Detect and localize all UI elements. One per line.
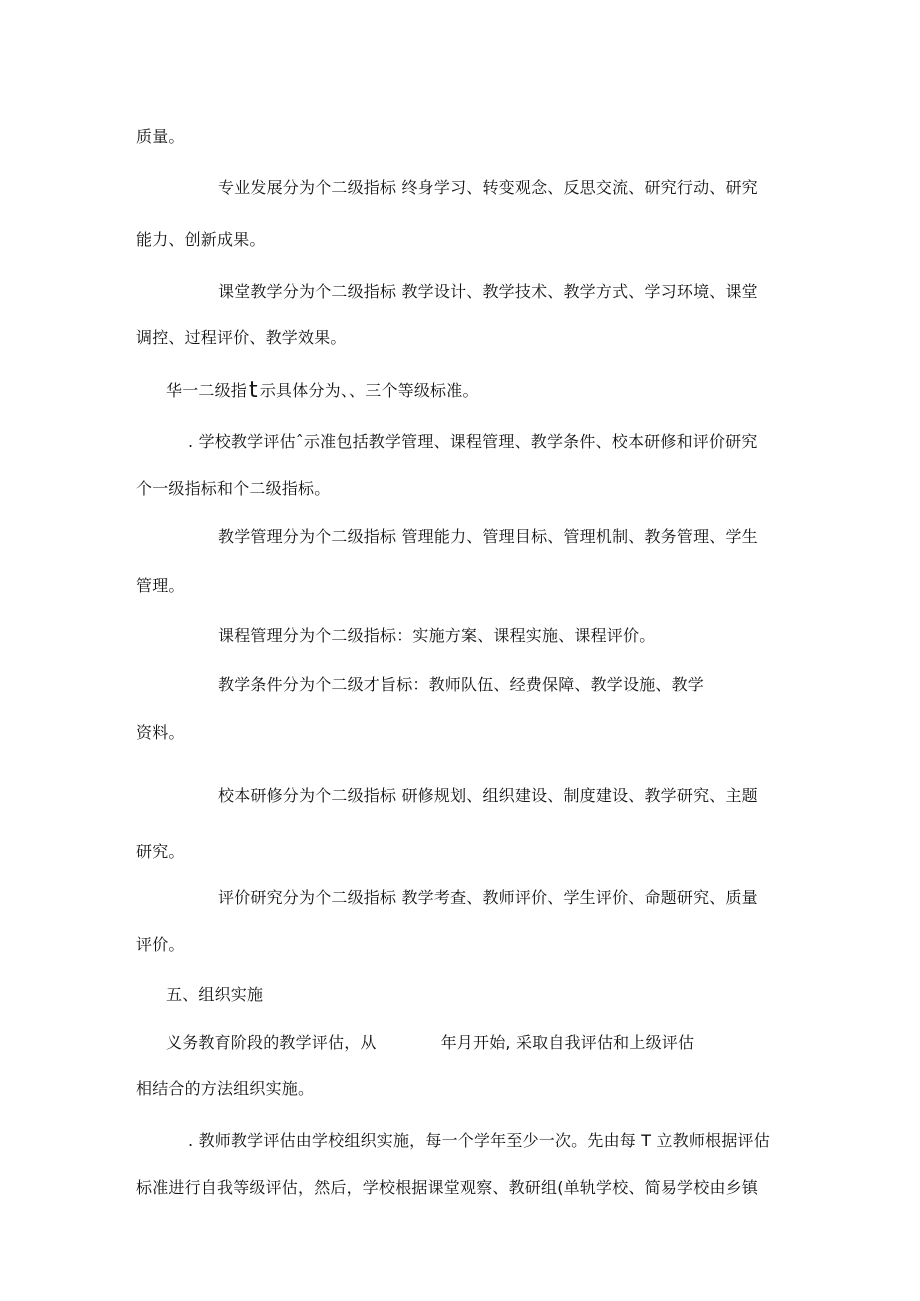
text-line: 教学条件分为个二级才旨标：教师队伍、经费保障、教学设施、教学 (218, 675, 705, 694)
text-line: 校本研修分为个二级指标 研修规划、组织建设、制度建设、教学研究、主题 (218, 786, 758, 805)
text-fragment: 华一二级指 (166, 381, 248, 400)
section-heading: 五、组织实施 (166, 985, 264, 1004)
text-line: . 学校教学评估ˆ示准包括教学管理、课程管理、教学条件、校本研修和评价研究 (188, 432, 758, 451)
text-line: 标准进行自我等级评估，然后，学校根据课堂观察、教研组(单轨学校、简易学校由乡镇 (136, 1178, 759, 1197)
text-line: 课程管理分为个二级指标：实施方案、课程实施、课程评价。 (218, 626, 656, 645)
text-line: 评价。 (136, 935, 185, 954)
text-line: . 教师教学评估由学校组织实施，每一个学年至少一次。先由每 T 立教师根据评估 (188, 1131, 770, 1150)
text-line: 个一级指标和个二级指标。 (136, 479, 331, 498)
text-line (166, 1032, 694, 1054)
text-line: 研究。 (136, 842, 185, 861)
text-line: 评价研究分为个二级指标 教学考查、教师评价、学生评价、命题研究、质量 (218, 888, 758, 907)
text-fragment: t (249, 378, 258, 403)
text-line: 课堂教学分为个二级指标 教学设计、教学技术、教学方式、学习环境、课堂 (218, 282, 758, 301)
text-line: 专业发展分为个二级指标 终身学习、转变观念、反思交流、研究行动、研究 (218, 178, 758, 197)
text-line: 调控、过程评价、教学效果。 (136, 328, 347, 347)
text-line: 能力、创新成果。 (136, 230, 266, 249)
text-line: 管理。 (136, 576, 185, 595)
text-line: 教学管理分为个二级指标 管理能力、管理目标、管理机制、教务管理、学生 (218, 527, 758, 546)
text-line (166, 380, 479, 402)
text-fragment: 义务教育阶段的教学评估，从 (166, 1033, 377, 1052)
text-fragment: 示具体分为、、三个等级标准。 (259, 381, 479, 400)
text-line: 相结合的方法组织实施。 (136, 1079, 315, 1098)
text-line: 资料。 (136, 723, 185, 742)
text-fragment: 年月开始, 采取自我评估和上级评估 (440, 1033, 695, 1052)
text-line: 质量。 (136, 127, 185, 146)
